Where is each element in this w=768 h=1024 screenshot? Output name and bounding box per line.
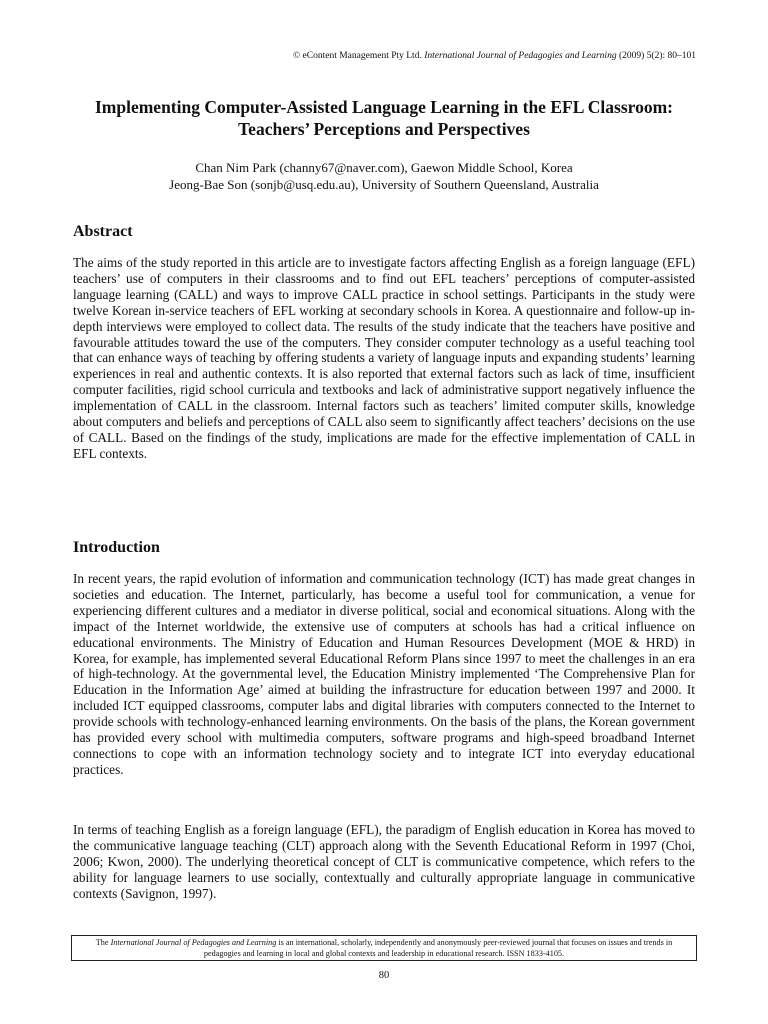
footnote-prefix: The [95,938,111,947]
paper-title: Implementing Computer-Assisted Language Learning in the EFL Classroom: Teachers’ Perceptions and Perspectives [94,97,673,139]
journal-footnote-box [71,935,697,961]
introduction-paragraph-2: In terms of teaching English as a foreign language (EFL), the paradigm of English education in Korea has moved to the communicative language teaching (CLT) approach along with the Seventh Educational Reform in 1997 (Choi, 2006; Kwon, 2000). The underlying theoretical concept of CLT is communicative competence, which refers to the ability for language learners to use socially, contextually and culturally appropriate language in communicative contexts (Savignon, 1997). [73,822,695,901]
abstract-heading: Abstract [73,223,133,240]
running-header [293,50,696,62]
abstract-text: The aims of the study reported in this article are to investigate factors affecting English as a foreign language (EFL) teachers’ use of computers in their classrooms and to find out EFL teachers’ perceptions of computer-assisted language learning (CALL) and ways to improve CALL practice in school settings. Participants in the study were twelve Korean in-service teachers of EFL working at secondary schools in Korea. A questionnaire and follow-up in-depth interviews were employed to collect data. The results of the study indicate that the teachers have positive and favourable attitudes toward the use of the computers. They consider computer technology as a useful teaching tool that can enhance ways of teaching by offering students a variety of language inputs and expanding students’ learning experiences in real and authentic contexts. It is also reported that external factors such as lack of time, insufficient computer facilities, rigid school curricula and textbooks and lack of administrative support negatively influence the implementation of CALL in the classroom. Internal factors such as teachers’ limited computer skills, knowledge about computers and beliefs and perceptions of CALL also seem to significantly affect teachers’ decisions on the use of CALL. Based on the findings of the study, implications are made for the effective implementation of CALL in EFL contexts. [73,255,695,461]
page-number: 80 [378,970,390,981]
introduction-heading: Introduction [73,539,160,556]
author-line-1: Chan Nim Park (channy67@naver.com), Gaewon Middle School, Korea [195,160,573,175]
introduction-paragraph-1: In recent years, the rapid evolution of information and communication technology (ICT) has made great changes in societies and education. The Internet, particularly, has become a useful tool for communication, a venue for experiencing different cultures and a mediator in diverse political, social and economical situations. Along with the impact of the Internet worldwide, the extensive use of computers at schools has had a critical influence on educational environments. The Ministry of Education and Human Resources Development (MOE & HRD) in Korea, for example, has implemented several Educational Reform Plans since 1997 to meet the challenges in an era of high-technology. At the governmental level, the Education Ministry implemented ‘The Comprehensive Plan for Education in the Information Age’ aimed at building the infrastructure for education between 1997 and 2000. It included ICT equipped classrooms, computer labs and digital libraries with computers connected to the Internet to provide schools with technology-enhanced learning environments. On the basis of the plans, the Korean government has provided every school with multimedia computers, software programs and high-speed broadband Internet connections to cope with an information technology society and to integrate ICT into everyday educational practices. [73,571,695,777]
author-block [72,159,696,193]
header-citation: (2009) 5(2): 80–101 [616,51,696,61]
author-line-2: Jeong-Bae Son (sonjb@usq.edu.au), University of Southern Queensland, Australia [169,177,599,192]
header-prefix: © eContent Management Pty Ltd. [292,51,425,61]
footnote-journal-name: International Journal of Pedagogies and Learning [110,938,277,947]
header-journal-name: International Journal of Pedagogies and Learning [424,51,617,61]
footnote-text: is an international, scholarly, independently and anonymously peer-reviewed journal that focuses on issues and trends in pedagogies and learning in local and global contexts and leadership in educational research. ISSN 1833-4105. [203,938,673,958]
